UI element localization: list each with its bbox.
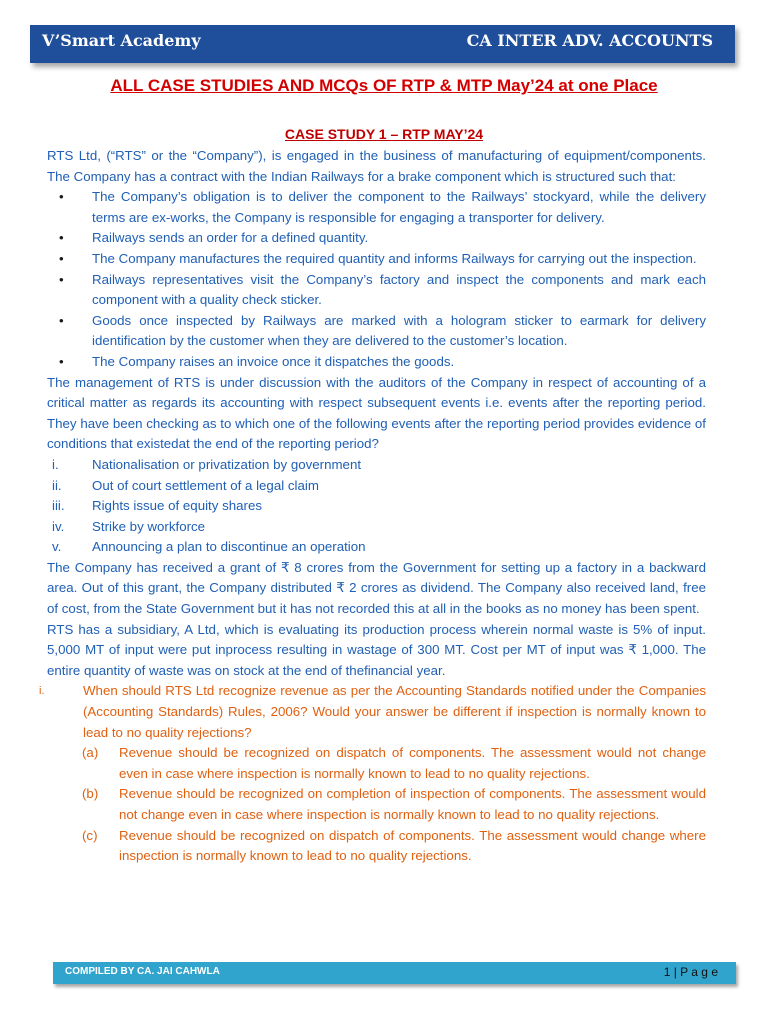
event-number: v. — [52, 539, 62, 555]
events-list — [47, 455, 706, 558]
bullet-icon: • — [59, 353, 64, 369]
list-item — [47, 311, 706, 352]
grant-paragraph: The Company has received a grant of ₹ 8 crores from the Government for setting up a factory in a backward area. Out of this grant, the Company distributed ₹ 2 crores as dividend. The Company also received land, free of cost, from the State Government but it has not recorded this at all in the books as no money has been spent. — [47, 559, 706, 617]
event-text: Nationalisation or privatization by government — [92, 456, 362, 472]
event-text: Out of court settlement of a legal claim — [92, 477, 319, 493]
subsidiary-paragraph: RTS has a subsidiary, A Ltd, which is evaluating its production process wherein normal waste is 5% of input. 5,000 MT of input were put inprocess resulting in wastage of 300 MT. Cost per MT of input was ₹ 1,000. The entire quantity of waste was on stock at the end of thefinancial year. — [47, 621, 706, 678]
option-text: Revenue should be recognized on dispatch of components. The assessment would change where inspection is normally known to lead to no quality rejections. — [119, 827, 706, 864]
option-b — [47, 784, 706, 825]
compiler-credit: COMPILED BY CA. JAI CAHWLA — [65, 966, 220, 977]
question-text: When should RTS Ltd recognize revenue as per the Accounting Standards notified under the Companies (Accounting Standards) Rules, 2006? Would your answer be different if inspection is normally known to lead to no quality rejections? — [83, 683, 706, 740]
course-name: CA INTER ADV. ACCOUNTS — [466, 31, 713, 50]
bullet-icon: • — [59, 271, 64, 287]
list-item — [47, 496, 706, 517]
bullet-text: The Company’s obligation is to deliver the component to the Railways’ stockyard, while the delivery terms are ex-works, the Company is responsible for engaging a transporter for delivery. — [92, 189, 706, 225]
bullet-icon: • — [59, 189, 64, 205]
subsequent-events-paragraph: The management of RTS is under discussion with the auditors of the Company in respect of accounting of a critical matter as regards its accounting with respect subsequent events i.e. events after the reporting period. They have been checking as to which one of the following events after the reporting period provides evidence of conditions that existedat the end of the reporting period? — [47, 374, 706, 452]
footer-bar — [53, 962, 736, 984]
case-study-title: CASE STUDY 1 – RTP MAY’24 — [284, 126, 484, 142]
list-item — [47, 270, 706, 311]
event-number: i. — [52, 456, 59, 472]
academy-name: V’Smart Academy — [42, 31, 201, 50]
bullet-icon: • — [59, 250, 64, 266]
question-number: i. — [39, 685, 45, 698]
option-label: (a) — [82, 745, 99, 761]
page-title: ALL CASE STUDIES AND MCQs OF RTP & MTP May’24 at one Place — [110, 76, 658, 95]
option-label: (c) — [82, 827, 98, 843]
bullet-icon: • — [59, 230, 64, 246]
bullet-icon: • — [59, 312, 64, 328]
list-item — [47, 537, 706, 558]
list-item — [47, 455, 706, 476]
document-body — [39, 146, 706, 867]
bullet-text: The Company manufactures the required quantity and informs Railways for carrying out the inspection. — [92, 250, 697, 266]
list-item — [47, 228, 706, 249]
intro-paragraph: RTS Ltd, (“RTS” or the “Company”), is engaged in the business of manufacturing of equipment/components. The Company has a contract with the Indian Railways for a brake component which is structured such that: — [47, 148, 706, 184]
bullet-text: Goods once inspected by Railways are marked with a hologram sticker to earmark for delivery identification by the customer when they are delivered to the customer’s location. — [92, 312, 706, 349]
option-text: Revenue should be recognized on dispatch of components. The assessment would not change even in case where inspection is normally known to lead to no quality rejections. — [119, 745, 706, 781]
bullet-text: Railways sends an order for a defined quantity. — [92, 230, 369, 246]
event-text: Strike by workforce — [92, 518, 206, 534]
option-a — [47, 743, 706, 784]
option-text: Revenue should be recognized on completion of inspection of components. The assessment would not change even in case where inspection is normally known to lead to no quality rejections. — [119, 786, 706, 822]
bullet-text: Railways representatives visit the Company’s factory and inspect the components and mark each component with a quality check sticker. — [92, 271, 706, 308]
event-text: Announcing a plan to discontinue an operation — [92, 539, 366, 555]
contract-bullet-list — [47, 187, 706, 372]
list-item — [47, 352, 706, 373]
page-number: 1 | P a g e — [663, 965, 718, 979]
list-item — [47, 249, 706, 270]
event-number: ii. — [52, 477, 62, 493]
list-item — [47, 476, 706, 497]
event-number: iii. — [52, 498, 65, 514]
event-number: iv. — [52, 518, 65, 534]
list-item — [47, 517, 706, 538]
option-label: (b) — [82, 786, 99, 802]
mcq-question — [39, 681, 706, 866]
list-item — [47, 187, 706, 228]
event-text: Rights issue of equity shares — [92, 498, 262, 514]
bullet-text: The Company raises an invoice once it dispatches the goods. — [92, 353, 455, 369]
option-c — [47, 826, 706, 867]
question-text-row — [39, 681, 706, 743]
header-bar — [30, 25, 735, 63]
